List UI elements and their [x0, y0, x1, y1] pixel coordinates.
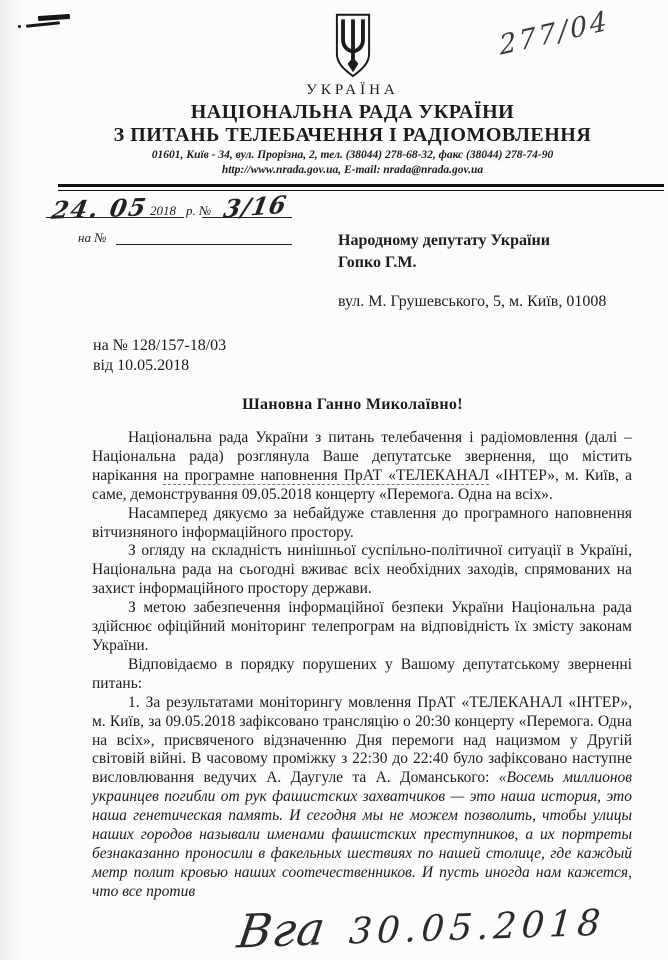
organization-name-line2: З ПИТАНЬ ТЕЛЕБАЧЕННЯ І РАДІОМОВЛЕННЯ: [113, 124, 592, 146]
organization-contacts: http://www.nrada.gov.ua, E-mail: nrada@nrada.gov.ua: [221, 164, 484, 176]
organization-name-line1: НАЦІОНАЛЬНА РАДА УКРАЇНИ: [190, 101, 515, 123]
country-name: УКРАЇНА: [306, 82, 399, 98]
printed-year: 2018: [150, 203, 176, 218]
reply-to-label: на №: [78, 230, 107, 245]
paragraph-6: [92, 694, 632, 902]
recipient-address: вул. М. Грушевського, 5, м. Київ, 01008: [338, 293, 607, 310]
letterhead-divider: [58, 184, 664, 191]
trident-emblem-icon: [330, 12, 376, 82]
handwritten-received-date: 30.05.2018: [347, 902, 607, 953]
recipient-title: Народному депутату України: [338, 232, 550, 249]
reply-to-underline: [116, 244, 292, 245]
salutation: Шановна Ганно Миколаївно!: [242, 396, 463, 413]
paragraph-1-text-end: «ІНТЕР», м. Київ, а саме, демонстрування 09.05.2018 концерту «Перемога. Одна на всіх».: [92, 466, 632, 503]
organization-address: 01601, Київ - 34, вул. Прорізна, 2, тел. (38044) 278-68-32, факс (38044) 278-74-90: [151, 149, 554, 161]
paragraph-3: З огляду на складність нинішньої суспільно-політичної ситуації в Україні, Національна рада на сьогодні вживає всіх необхідних заходів, спрямованих на захист інформаційного простору держави.: [92, 542, 632, 598]
scan-artifact-dot: [18, 25, 21, 28]
paragraph-2: Насамперед дякуємо за небайдуже ставлення до програмного наповнення вітчизняного інформаційного простору.: [92, 504, 632, 541]
recipient-name: Гопко Г.М.: [338, 254, 417, 271]
paragraph-1-underlined-text: на програмне наповнення ПрАТ «ТЕЛЕКАНАЛ: [163, 466, 490, 484]
paragraph-6-lead: 1. За результатами моніторингу мовлення ПрАТ «ТЕЛЕКАНАЛ «ІНТЕР», м. Київ, за 09.05.2018 зафіксовано трансляцію о 20:30 концерту «Перемога. Одна на всіх», присвяченого відзначенню Дня перемоги над нацизмом у Другій світовій війні. В часовому проміжку з 22:30 до 22:40 було зафіксовано наступне висловлювання ведучих А. Даугуле та А. Доманського:: [92, 693, 632, 787]
handwritten-received-note: [234, 892, 607, 959]
letter-body: [92, 429, 632, 902]
handwritten-outgoing-number: 3/16: [221, 189, 290, 224]
number-underline: [202, 217, 292, 218]
date-underline: [46, 217, 184, 218]
handwritten-initials: Вга: [234, 901, 330, 959]
paragraph-1-text: Національна рада України з питань телебачення і радіомовлення (далі – Національна рада) розглянула Ваше депутатське звернення, що містить нарікання: [92, 429, 632, 484]
in-reply-number: на № 128/157-18/03: [93, 337, 227, 354]
paragraph-5: Відповідаємо в порядку порушених у Вашому депутатському зверненні питань:: [92, 655, 632, 692]
paragraph-6-quote: «Восемь миллионов украинцев погибли от рук фашистских захватчиков — это наша история, это наша генетическая память. И сегодня мы не можем позволить, чтобы улицы наших городов называли именами фашистских преступников, а их портреты безнаказанно проносили в факельных шествиях по нашей столице, где каждый метр полит кровью наших соотечественников. И пусть иногда нам кажется, что все против: [92, 769, 632, 900]
handwritten-date: 24. 05: [49, 192, 151, 225]
in-reply-date: від 10.05.2018: [93, 357, 190, 374]
paragraph-4: З метою забезпечення інформаційної безпеки України Національна рада здійснює офіційний моніторинг телепрограм на відповідність їх змісту законам України.: [92, 599, 632, 654]
coat-of-arms: [40, 12, 665, 87]
date-number-label: р. №: [186, 203, 212, 218]
handwritten-registry-number: 277/04: [498, 5, 611, 62]
paragraph-1: [92, 429, 632, 505]
